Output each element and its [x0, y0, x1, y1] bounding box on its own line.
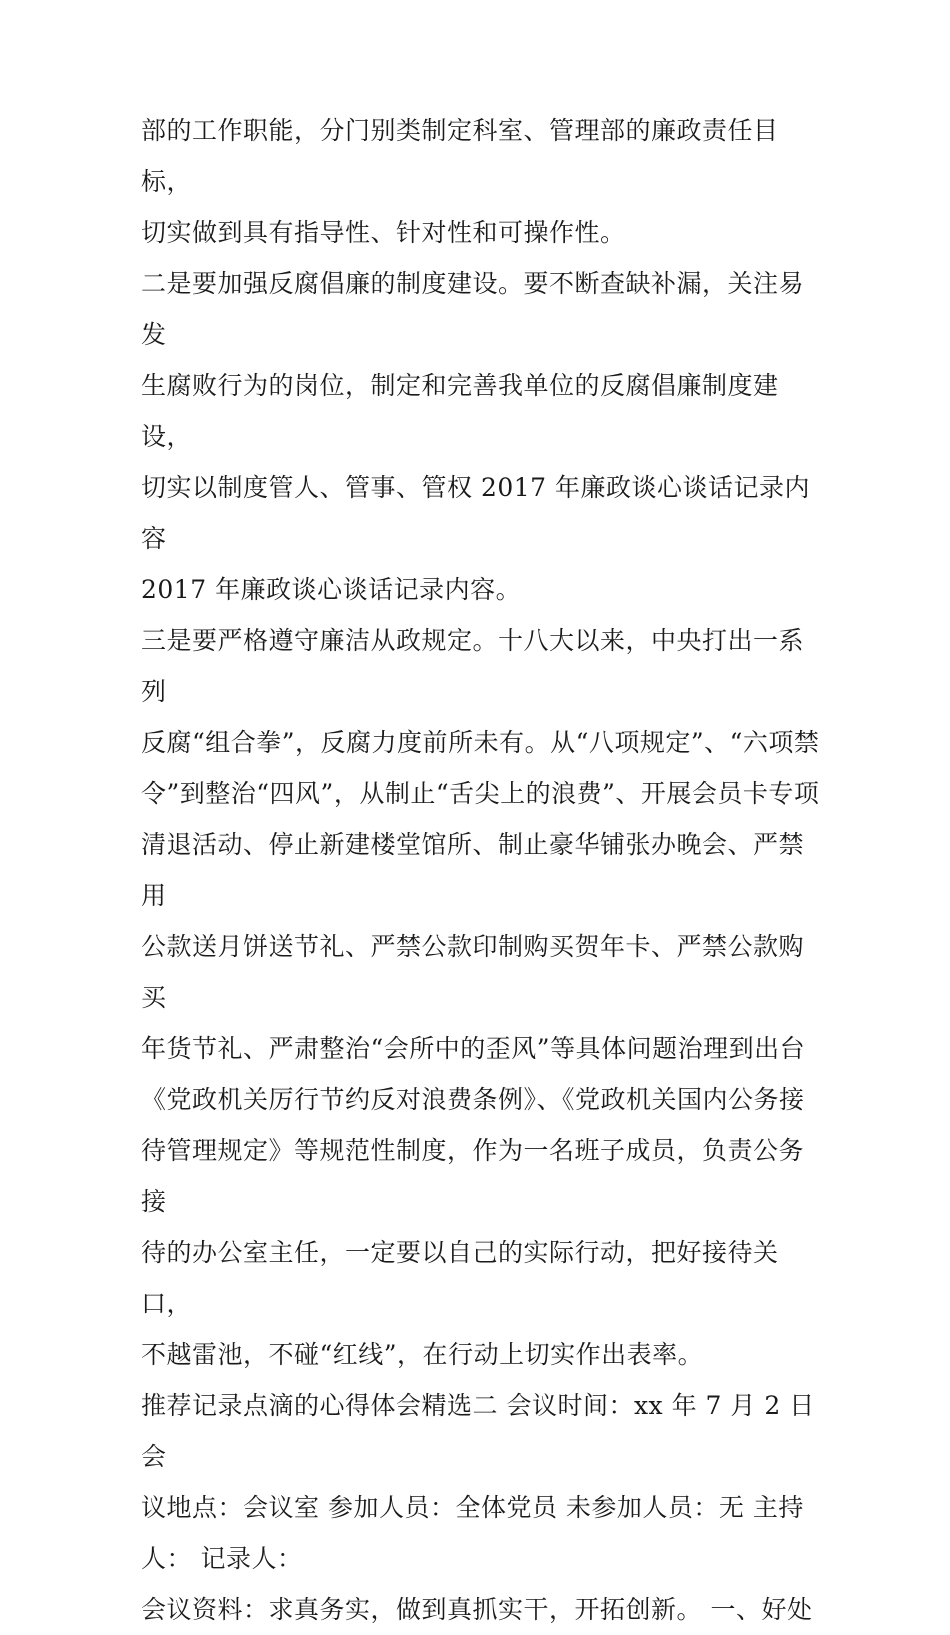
text-line: 三是要严格遵守廉洁从政规定。十八大以来，中央打出一系列: [141, 626, 805, 706]
text-line: 切实做到具有指导性、针对性和可操作性。: [141, 218, 626, 247]
text-line: 待管理规定》等规范性制度，作为一名班子成员，负责公务接: [141, 1136, 805, 1216]
text-line: 议地点：会议室 参加人员：全体党员 未参加人员：无 主持: [141, 1493, 804, 1522]
text-line: 令”到整治“四风”，从制止“舌尖上的浪费”、开展会员卡专项: [141, 779, 820, 808]
text-line: 会议资料：求真务实，做到真抓实干，开拓创新。 一、好处: [141, 1595, 813, 1624]
text-line: 清退活动、停止新建楼堂馆所、制止豪华铺张办晚会、严禁用: [141, 830, 805, 910]
text-line: 2017 年廉政谈心谈话记录内容。: [141, 575, 522, 604]
text-line: 待的办公室主任，一定要以自己的实际行动，把好接待关口，: [141, 1238, 779, 1318]
text-line: 不越雷池，不碰“红线”，在行动上切实作出表率。: [141, 1340, 704, 1369]
document-body: [141, 105, 821, 1635]
text-line: 公款送月饼送节礼、严禁公款印制购买贺年卡、严禁公款购买: [141, 932, 805, 1012]
text-line: 部的工作职能，分门别类制定科室、管理部的廉政责任目标，: [141, 116, 779, 196]
paragraph-3: [141, 615, 821, 1380]
text-line: 反腐“组合拳”，反腐力度前所未有。从“八项规定”、“六项禁: [141, 728, 820, 757]
text-line: 推荐记录点滴的心得体会精选二 会议时间：xx 年 7 月 2 日 会: [141, 1391, 815, 1471]
text-line: 年货节礼、严肃整治“会所中的歪风”等具体问题治理到出台: [141, 1034, 806, 1063]
text-line: 生腐败行为的岗位，制定和完善我单位的反腐倡廉制度建设，: [141, 371, 779, 451]
paragraph-2: [141, 258, 821, 615]
paragraph-4: [141, 1380, 821, 1584]
text-line: 《党政机关厉行节约反对浪费条例》、《党政机关国内公务接: [141, 1085, 805, 1114]
text-line: 切实以制度管人、管事、管权 2017 年廉政谈心谈话记录内容: [141, 473, 811, 553]
text-line: 人： 记录人：: [141, 1544, 303, 1573]
paragraph-5: [141, 1584, 821, 1635]
paragraph-1: [141, 105, 821, 258]
text-line: 二是要加强反腐倡廉的制度建设。要不断查缺补漏，关注易发: [141, 269, 805, 349]
